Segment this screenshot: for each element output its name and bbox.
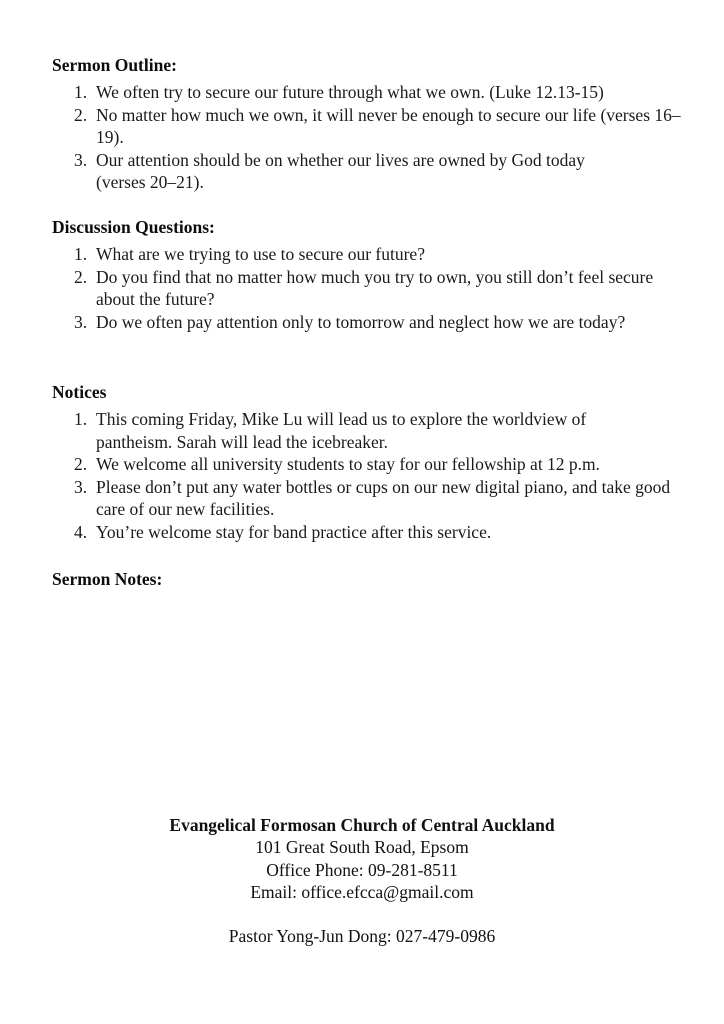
item-text: Do you find that no matter how much you try to own, you still don’t feel secure about the future?: [96, 266, 654, 309]
item-text: You’re welcome stay for band practice after this service.: [96, 521, 492, 542]
list-item: [52, 311, 692, 334]
item-text: Please don’t put any water bottles or cups on our new digital piano, and take good care of our new facilities.: [96, 476, 671, 519]
item-number: 3.: [74, 476, 88, 497]
notices-list: [52, 408, 692, 543]
item-text: Our attention should be on whether our lives are owned by God today (verses 20–21).: [96, 149, 585, 192]
pastor-contact: Pastor Yong-Jun Dong: 027-479-0986: [228, 926, 496, 947]
office-phone: Office Phone: 09-281-8511: [266, 859, 458, 880]
discussion-questions-heading: Discussion Questions:: [52, 217, 215, 237]
list-item: [52, 521, 692, 544]
sermon-outline-section: [52, 54, 692, 194]
discussion-questions-list: [52, 243, 692, 333]
item-text: This coming Friday, Mike Lu will lead us to explore the worldview of pantheism. Sarah will lead the icebreaker.: [96, 409, 587, 452]
item-text: We welcome all university students to stay for our fellowship at 12 p.m.: [96, 454, 601, 474]
sermon-notes-heading: Sermon Notes:: [52, 569, 163, 589]
list-item: [52, 81, 692, 104]
list-item: [52, 476, 692, 521]
item-text: Do we often pay attention only to tomorrow and neglect how we are today?: [96, 311, 626, 332]
item-number: 2.: [74, 266, 88, 287]
item-number: 3.: [74, 311, 88, 332]
discussion-questions-section: [52, 216, 692, 333]
spacer: [0, 903, 724, 925]
list-item: [52, 104, 692, 149]
sermon-outline-heading: Sermon Outline:: [52, 55, 177, 75]
item-number: 2.: [74, 104, 88, 125]
item-number: 1.: [74, 409, 88, 429]
notices-section: [52, 381, 692, 543]
sermon-notes-section: [52, 568, 692, 590]
notices-heading: Notices: [52, 382, 107, 402]
office-email: Email: office.efcca@gmail.com: [250, 881, 474, 902]
list-item: [52, 243, 692, 266]
church-name: Evangelical Formosan Church of Central Auckland: [169, 815, 555, 835]
item-number: 1.: [74, 82, 88, 102]
item-text: What are we trying to use to secure our future?: [96, 244, 425, 264]
list-item: [52, 266, 692, 311]
list-item: [52, 408, 692, 453]
item-number: 4.: [74, 521, 88, 542]
item-text: We often try to secure our future through what we own. (Luke 12.13-15): [96, 82, 604, 102]
list-item: [52, 453, 692, 476]
item-number: 2.: [74, 454, 88, 474]
list-item: [52, 149, 692, 194]
sermon-outline-list: [52, 81, 692, 194]
church-contact-footer: [0, 814, 724, 947]
item-text: No matter how much we own, it will never be enough to secure our life (verses 16–19).: [96, 104, 681, 147]
church-address: 101 Great South Road, Epsom: [255, 837, 469, 858]
item-number: 1.: [74, 244, 88, 264]
item-number: 3.: [74, 149, 88, 170]
